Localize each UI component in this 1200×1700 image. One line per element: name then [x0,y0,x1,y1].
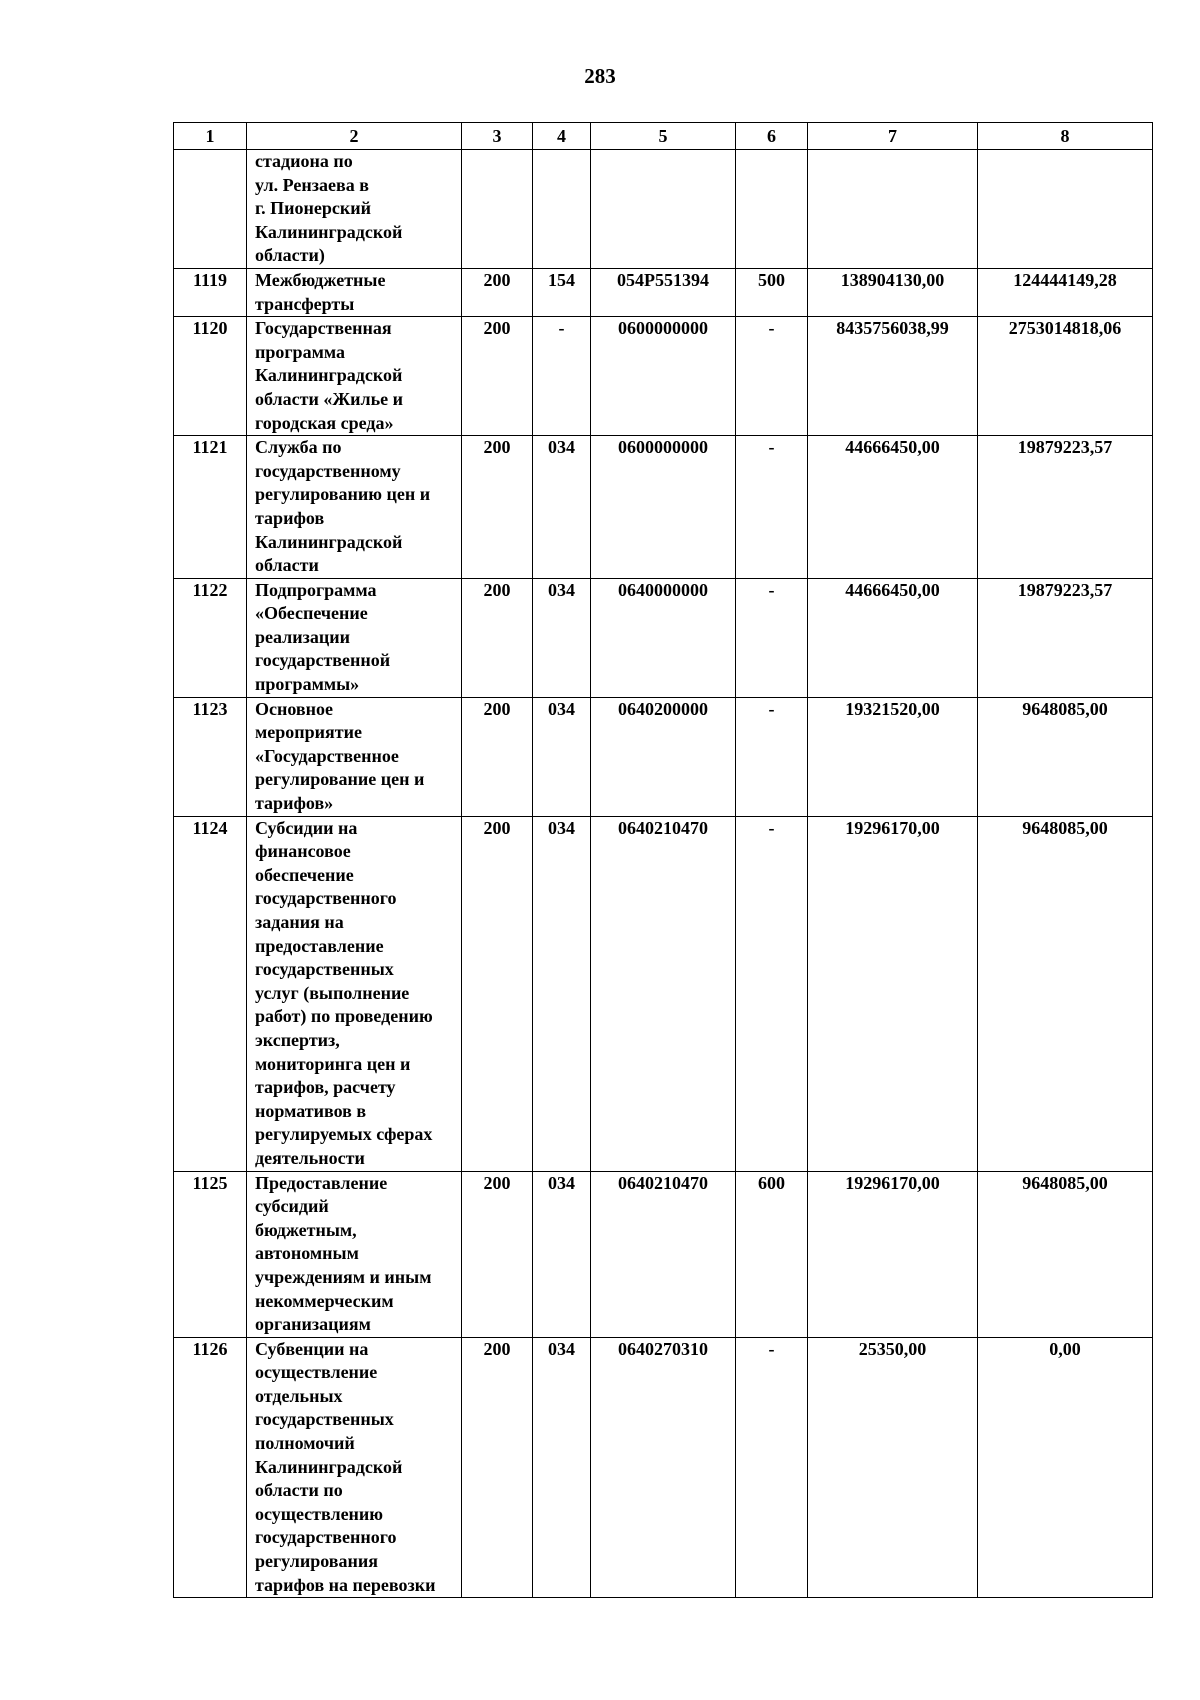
col-4-value: 034 [533,578,591,697]
row-name-line: Калининградской [255,1456,403,1477]
header-cell: 2 [247,123,462,150]
row-name-line: Субвенции на [255,1338,369,1359]
col-3-value: 200 [462,1337,533,1598]
col-7-amount: 44666450,00 [808,578,978,697]
col-6-value: - [736,436,808,579]
col-6-value: - [736,317,808,436]
col-7-amount: 19321520,00 [808,697,978,816]
table-row [174,150,1153,269]
row-name-line: области «Жилье и [255,388,403,409]
header-cell: 8 [978,123,1153,150]
col-7-amount: 138904130,00 [808,268,978,316]
col-7-amount: 8435756038,99 [808,317,978,436]
row-name-line: нормативов в [255,1100,367,1121]
col-7-amount: 44666450,00 [808,436,978,579]
col-6-value: - [736,697,808,816]
table-row [174,1171,1153,1337]
row-name-line: бюджетным, [255,1219,357,1240]
row-name-line: городская среда» [255,412,394,433]
header-cell: 6 [736,123,808,150]
row-name-line: стадиона по [255,151,353,171]
row-name [247,1337,462,1598]
table-row [174,268,1153,316]
col-8-amount: 9648085,00 [978,1171,1153,1337]
row-name-line: тарифов на перевозки [255,1574,436,1595]
table-row [174,317,1153,436]
col-5-code: 0640210470 [591,816,736,1171]
row-name [247,268,462,316]
row-name-line: работ) по проведению [255,1006,433,1027]
row-name-line: Служба по [255,437,342,458]
row-number: 1121 [174,436,247,579]
row-name-line: Калининградской [255,365,403,386]
row-name-line: задания на [255,912,344,932]
col-5-code: 0600000000 [591,317,736,436]
row-name-line: предоставление [255,935,384,956]
row-name [247,436,462,579]
row-name-line: осуществлению [255,1503,384,1524]
row-number: 1120 [174,317,247,436]
col-5-code: 0600000000 [591,436,736,579]
row-name-line: регулируемых сферах [255,1124,433,1145]
row-name-line: Государственная [255,318,392,339]
col-3-value: 200 [462,436,533,579]
col-4-value: 034 [533,1171,591,1337]
row-name-line: Предоставление [255,1172,388,1193]
row-name-line: г. Пионерский [255,198,371,219]
col-6-value: - [736,1337,808,1598]
col-6-value [736,150,808,269]
header-cell: 5 [591,123,736,150]
table-header-row [174,123,1153,150]
col-4-value: - [533,317,591,436]
col-6-value: - [736,578,808,697]
row-name-line: полномочий [255,1433,355,1454]
col-6-value: 600 [736,1171,808,1337]
row-name-line: услуг (выполнение [255,982,410,1003]
row-name-line: программы» [255,674,360,695]
row-name-line: области) [255,245,325,266]
row-number: 1124 [174,816,247,1171]
col-5-code: 054P551394 [591,268,736,316]
header-cell: 4 [533,123,591,150]
col-6-value: - [736,816,808,1171]
row-name-line: тарифов» [255,793,334,814]
table-body [174,150,1153,1598]
row-name-line: финансовое [255,841,351,862]
row-name-line: трансферты [255,293,355,314]
table-row [174,1337,1153,1598]
row-name [247,150,462,269]
col-8-amount: 19879223,57 [978,436,1153,579]
col-8-amount: 2753014818,06 [978,317,1153,436]
col-3-value: 200 [462,1171,533,1337]
col-4-value: 154 [533,268,591,316]
table-row [174,816,1153,1171]
row-name-line: отдельных [255,1385,343,1406]
row-number: 1126 [174,1337,247,1598]
col-7-amount: 19296170,00 [808,1171,978,1337]
col-4-value: 034 [533,816,591,1171]
row-name-line: субсидий [255,1196,329,1217]
row-name-line: государственного [255,1527,397,1548]
row-name-line: некоммерческим [255,1290,394,1311]
table-row [174,436,1153,579]
col-5-code: 0640210470 [591,1171,736,1337]
row-name-line: экспертиз, [255,1029,340,1050]
row-number: 1123 [174,697,247,816]
row-name-line: государственных [255,1409,394,1430]
row-name-line: государственному [255,460,401,481]
col-3-value: 200 [462,268,533,316]
row-number [174,150,247,269]
header-cell: 7 [808,123,978,150]
row-name-line: мониторинга цен и [255,1053,411,1074]
row-name-line: программа [255,341,345,362]
row-name [247,697,462,816]
col-5-code: 0640200000 [591,697,736,816]
header-cell: 1 [174,123,247,150]
row-name-line: «Государственное [255,745,399,766]
row-name-line: автономным [255,1243,359,1264]
row-name-line: мероприятие [255,722,362,743]
col-3-value: 200 [462,578,533,697]
row-name-line: тарифов [255,507,325,528]
row-name-line: государственного [255,888,397,909]
row-name-line: области [255,555,319,576]
col-8-amount: 0,00 [978,1337,1153,1598]
col-8-amount [978,150,1153,269]
row-name [247,317,462,436]
header-cell: 3 [462,123,533,150]
row-name-line: регулированию цен и [255,484,431,505]
row-name [247,816,462,1171]
row-name-line: осуществление [255,1362,378,1383]
col-6-value: 500 [736,268,808,316]
table-row [174,697,1153,816]
row-name-line: области по [255,1480,343,1501]
row-name-line: Межбюджетные [255,269,386,290]
row-name-line: деятельности [255,1147,365,1168]
col-4-value: 034 [533,697,591,816]
row-name-line: Калининградской [255,221,403,242]
col-7-amount: 19296170,00 [808,816,978,1171]
row-name-line: ул. Рензаева в [255,174,369,195]
row-name-line: «Обеспечение [255,603,368,624]
row-name [247,1171,462,1337]
col-4-value: 034 [533,1337,591,1598]
row-name-line: тарифов, расчету [255,1077,396,1098]
col-3-value [462,150,533,269]
col-8-amount: 9648085,00 [978,697,1153,816]
row-name-line: обеспечение [255,864,354,885]
row-name-line: Калининградской [255,531,403,552]
row-name [247,578,462,697]
row-number: 1122 [174,578,247,697]
row-name-line: регулирования [255,1551,378,1572]
row-name-line: Субсидии на [255,817,358,838]
row-number: 1125 [174,1171,247,1337]
col-3-value: 200 [462,317,533,436]
table-row [174,578,1153,697]
col-8-amount: 124444149,28 [978,268,1153,316]
col-3-value: 200 [462,697,533,816]
col-4-value [533,150,591,269]
col-5-code: 0640000000 [591,578,736,697]
row-name-line: регулирование цен и [255,769,425,790]
budget-table [173,122,1153,1598]
col-7-amount: 25350,00 [808,1337,978,1598]
row-name-line: государственной [255,650,391,671]
col-8-amount: 9648085,00 [978,816,1153,1171]
col-7-amount [808,150,978,269]
row-name-line: Основное [255,698,333,719]
row-name-line: организациям [255,1314,371,1335]
row-name-line: Подпрограмма [255,579,377,600]
row-name-line: учреждениям и иным [255,1266,432,1287]
row-number: 1119 [174,268,247,316]
col-3-value: 200 [462,816,533,1171]
col-5-code [591,150,736,269]
row-name-line: государственных [255,959,394,980]
col-8-amount: 19879223,57 [978,578,1153,697]
col-4-value: 034 [533,436,591,579]
col-5-code: 0640270310 [591,1337,736,1598]
page-number: 283 [584,64,616,88]
row-name-line: реализации [255,626,350,647]
